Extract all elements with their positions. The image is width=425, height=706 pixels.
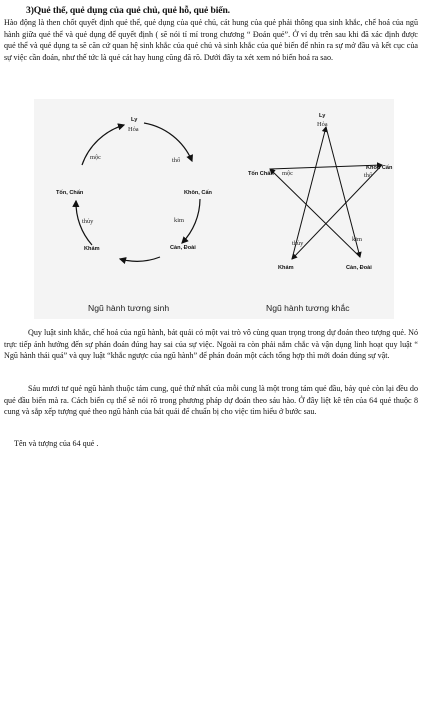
khac-bottom-left-sub: thủy bbox=[292, 240, 304, 247]
sinh-right-label: Khôn, Cấn bbox=[184, 190, 212, 196]
five-elements-figure bbox=[34, 99, 394, 319]
sinh-bottom-left-sub: thủy bbox=[82, 218, 94, 225]
khac-star-diagram bbox=[248, 113, 393, 271]
sinh-bottom-right-label: Càn, Đoài bbox=[170, 245, 196, 251]
paragraph-intro: Hào động là then chốt quyết định quẻ thể, quẻ dụng của quẻ chủ, cát hung của quẻ phải thông qua sinh khắc, chế hoá của ngũ hành giữa quẻ thể và quẻ dụng để quyết định ( sẽ nói tỉ mỉ trong chương “ Đoán quẻ”. Ở ví dụ trên sau khi đã xác định được quẻ thể và quẻ dụng ta sẽ căn cứ quan hệ sinh khắc của quẻ chủ và sinh khắc của quẻ biến để nhìn ra sự mở đầu và kết cục của sự việc cần đoán, như thế tức là quẻ cát hay hung cũng đã rõ. Dưới đây ta xét xem nó biến hoá ra sao. bbox=[4, 18, 418, 63]
khac-bottom-right-sub: kim bbox=[352, 236, 362, 243]
paragraph-64-hexagrams: Sáu mươi tư quẻ ngũ hành thuộc tám cung, quẻ thứ nhất của mỗi cung là một trong tám quẻ đầu, bảy quẻ còn lại đều do quẻ đầu biến mà ra. Cách biến cụ thể sẽ nói rõ trong phương pháp dự đoán theo sáu hào. Ở đây liệt kê tên của 64 quẻ thuộc 8 cung và sắp xếp tượng quẻ theo ngũ hành của bát quái để chuẩn bị cho việc tìm hiểu ở bước sau. bbox=[4, 384, 418, 417]
sinh-cycle-diagram bbox=[56, 117, 213, 261]
sinh-left-sub: mộc bbox=[90, 154, 102, 161]
sinh-top-sub: Hỏa bbox=[128, 126, 139, 133]
khac-right-sub: thổ bbox=[364, 172, 373, 179]
sinh-right-sub: thổ bbox=[172, 157, 181, 164]
sinh-top-label: Ly bbox=[131, 117, 138, 123]
khac-top-label: Ly bbox=[319, 113, 326, 119]
khac-bottom-left-label: Khảm bbox=[278, 265, 294, 271]
section-heading: 3)Quẻ thể, quẻ dụng của quẻ chủ, quẻ hỗ, quẻ biến. bbox=[26, 5, 230, 16]
right-figure-caption: Ngũ hành tương khắc bbox=[266, 303, 350, 313]
khac-bottom-right-label: Càn, Đoài bbox=[346, 265, 372, 271]
sinh-left-label: Tốn, Chấn bbox=[56, 190, 84, 196]
sinh-bottom-left-label: Khảm bbox=[84, 246, 100, 252]
khac-top-sub: Hỏa bbox=[317, 121, 328, 128]
paragraph-list-intro: Tên và tượng của 64 quẻ . bbox=[14, 439, 99, 448]
khac-left-label: Tốn Chấn bbox=[248, 171, 274, 177]
five-elements-diagram bbox=[34, 99, 394, 319]
sinh-bottom-right-sub: kim bbox=[174, 217, 184, 224]
khac-right-label: Khôn Cấn bbox=[366, 165, 393, 171]
paragraph-rules: Quy luật sinh khắc, chế hoá của ngũ hành, bát quái có một vai trò vô cùng quan trọng trong dự đoán theo tượng quẻ. Nó trực tiếp ảnh hưởng đến sự phán đoán đúng hay sai của sự việc. Ngoài ra còn phải nắm chắc và vận dụng linh hoạt quy luật “ Ngũ hành thái quá” và quy luật “khắc ngược của ngũ hành” để phán đoán một cách tổng hợp thì mới đoán đúng sự vật. bbox=[4, 328, 418, 361]
left-figure-caption: Ngũ hành tương sinh bbox=[88, 303, 170, 313]
khac-left-sub: mộc bbox=[282, 170, 294, 177]
